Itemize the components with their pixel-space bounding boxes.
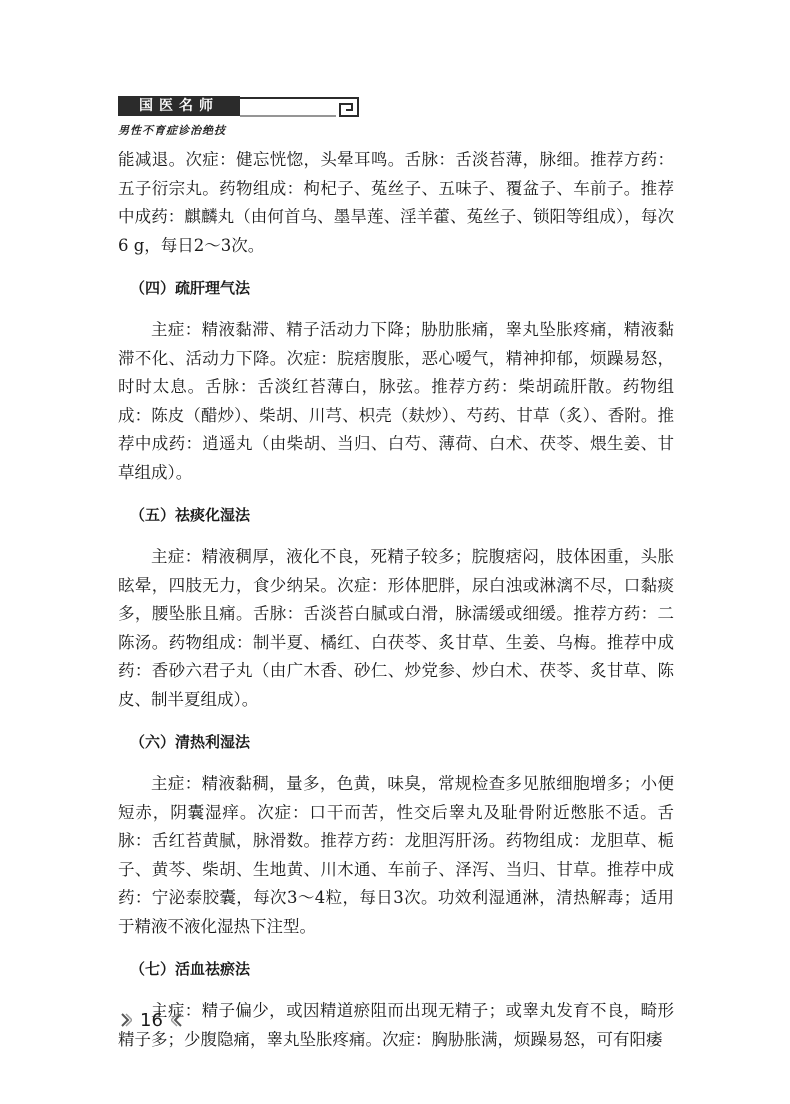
section-paragraph-4: 主症：精液黏滞、精子活动力下降；胁肋胀痛，睾丸坠胀疼痛，精液黏滞不化、活动力下降。次症：脘痞腹胀，恶心嗳气，精神抑郁，烦躁易怒，时时太息。舌脉：舌淡红苔薄白，脉弦。推荐方药：柴胡疏肝散。药物组成：陈皮（醋炒）、柴胡、川芎、枳壳（麸炒）、芍药、甘草（炙）、香附。推荐中成药：逍遥丸（由柴胡、当归、白芍、薄荷、白术、茯苓、煨生姜、甘草组成）。 bbox=[118, 320, 674, 482]
page-number: 16 bbox=[140, 1009, 163, 1031]
section-heading-6: （六）清热利湿法 bbox=[130, 733, 251, 751]
section-paragraph-7: 主症：精子偏少，或因精道瘀阻而出现无精子；或睾丸发育不良，畸形精子多；少腹隐痛，睾丸坠胀疼痛。次症：胸胁胀满，烦躁易怒，可有阳痿 bbox=[118, 1001, 674, 1049]
header-fret-ornament bbox=[240, 96, 380, 118]
header-brand: 国医名师 bbox=[118, 96, 240, 116]
right-chevron-ornament-icon bbox=[171, 1013, 183, 1027]
header-subtitle: 男性不育症诊治绝技 bbox=[118, 124, 226, 137]
section-heading-4: （四）疏肝理气法 bbox=[130, 279, 251, 297]
intro-paragraph: 能减退。次症：健忘恍惚，头晕耳鸣。舌脉：舌淡苔薄，脉细。推荐方药：五子衍宗丸。药物组成：枸杞子、菟丝子、五味子、覆盆子、车前子。推荐中成药：麒麟丸（由何首乌、墨旱莲、淫羊藿、菟丝子、锁阳等组成），每次6 g，每日2～3次。 bbox=[118, 150, 674, 255]
running-header bbox=[118, 96, 418, 146]
section-paragraph-6: 主症：精液黏稠，量多，色黄，味臭，常规检查多见脓细胞增多；小便短赤，阴囊湿痒。次症：口干而苦，性交后睾丸及耻骨附近憋胀不适。舌脉：舌红苔黄腻，脉滑数。推荐方药：龙胆泻肝汤。药物组成：龙胆草、栀子、黄芩、柴胡、生地黄、川木通、车前子、泽泻、当归、甘草。推荐中成药：宁泌泰胶囊，每次3～4粒，每日3次。功效利湿通淋，清热解毒；适用于精液不液化湿热下注型。 bbox=[118, 774, 674, 936]
page-body bbox=[118, 146, 674, 1054]
left-chevron-ornament-icon bbox=[120, 1013, 132, 1027]
page-footer bbox=[120, 1008, 183, 1032]
section-paragraph-5: 主症：精液稠厚，液化不良，死精子较多；脘腹痞闷，肢体困重，头胀眩晕，四肢无力，食少纳呆。次症：形体肥胖，尿白浊或淋漓不尽，口黏痰多，腰坠胀且痛。舌脉：舌淡苔白腻或白滑，脉濡缓或细缓。推荐方药：二陈汤。药物组成：制半夏、橘红、白茯苓、炙甘草、生姜、乌梅。推荐中成药：香砂六君子丸（由广木香、砂仁、炒党参、炒白术、茯苓、炙甘草、陈皮、制半夏组成）。 bbox=[118, 547, 674, 709]
section-heading-5: （五）祛痰化湿法 bbox=[130, 506, 251, 524]
section-heading-7: （七）活血祛瘀法 bbox=[130, 960, 251, 978]
